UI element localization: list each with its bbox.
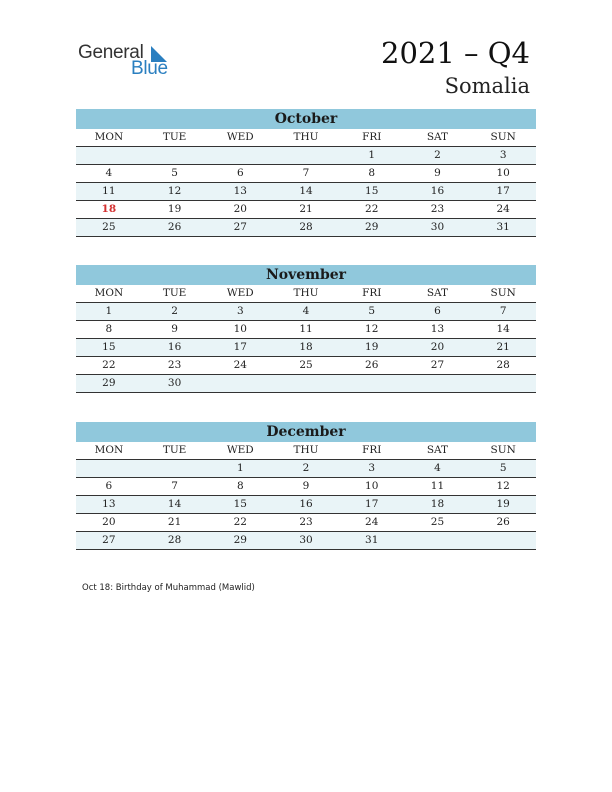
day-cell: 26 — [167, 221, 182, 233]
day-cell: 26 — [496, 516, 510, 528]
day-cell: 4 — [105, 167, 113, 179]
day-cell — [142, 460, 208, 477]
day-cell: 22 — [233, 516, 247, 528]
day-cell: 16 — [299, 498, 313, 510]
day-cell — [405, 532, 471, 549]
day-cell: 11 — [430, 480, 445, 492]
day-cell: 29 — [102, 377, 116, 389]
day-cell: 30 — [299, 534, 313, 546]
day-cell: 9 — [302, 480, 310, 492]
day-cell: 15 — [365, 185, 379, 197]
day-cell: 8 — [368, 167, 376, 179]
day-cell: 24 — [496, 203, 510, 215]
day-cell: 19 — [496, 498, 510, 510]
day-cell: 18 — [430, 498, 445, 510]
day-cell: 13 — [102, 498, 116, 510]
week-row — [76, 147, 536, 165]
day-cell: 28 — [167, 534, 182, 546]
day-cell — [207, 147, 273, 164]
weekday-label: SAT — [426, 444, 449, 456]
day-cell: 6 — [434, 305, 441, 317]
day-cell — [339, 375, 405, 392]
weekday-label: THU — [293, 287, 319, 299]
day-cell: 14 — [496, 323, 510, 335]
day-cell: 7 — [171, 480, 178, 492]
day-cell: 1 — [105, 305, 113, 317]
day-cell: 20 — [430, 341, 445, 353]
month-october — [76, 109, 536, 237]
day-cell: 3 — [236, 305, 244, 317]
week-row — [76, 303, 536, 321]
month-november — [76, 265, 536, 393]
country-name: Somalia — [444, 74, 530, 98]
day-cell: 27 — [430, 359, 445, 371]
day-cell — [405, 375, 471, 392]
weekday-label: THU — [293, 131, 319, 143]
day-cell: 30 — [430, 221, 445, 233]
weekday-label: MON — [94, 131, 124, 143]
day-cell: 9 — [171, 323, 178, 335]
day-cell — [273, 375, 339, 392]
day-cell: 1 — [368, 149, 376, 161]
day-cell: 12 — [167, 185, 182, 197]
day-cell: 5 — [368, 305, 376, 317]
day-cell: 21 — [167, 516, 182, 528]
logo-text-blue: Blue — [131, 58, 168, 79]
day-cell — [207, 375, 273, 392]
day-cell: 12 — [496, 480, 510, 492]
day-cell: 3 — [499, 149, 507, 161]
weekday-header-row — [76, 129, 536, 147]
day-cell: 25 — [102, 221, 116, 233]
day-cell: 4 — [434, 462, 441, 474]
day-cell: 27 — [233, 221, 247, 233]
generalblue-logo — [78, 42, 178, 82]
day-cell: 20 — [102, 516, 116, 528]
weekday-label: WED — [226, 287, 254, 299]
day-cell — [76, 147, 142, 164]
day-cell: 21 — [496, 341, 510, 353]
day-cell: 15 — [233, 498, 247, 510]
day-cell: 11 — [299, 323, 313, 335]
day-cell: 26 — [365, 359, 379, 371]
day-cell: 8 — [105, 323, 113, 335]
week-row — [76, 496, 536, 514]
week-row — [76, 532, 536, 550]
day-cell: 13 — [430, 323, 445, 335]
week-row — [76, 375, 536, 393]
day-cell: 30 — [167, 377, 182, 389]
day-cell: 29 — [233, 534, 247, 546]
holiday-day-cell: 18 — [101, 203, 117, 215]
weekday-label: WED — [226, 444, 254, 456]
day-cell: 23 — [299, 516, 313, 528]
weekday-label: TUE — [162, 131, 187, 143]
day-cell: 23 — [167, 359, 182, 371]
month-header: October — [76, 109, 536, 129]
week-row — [76, 165, 536, 183]
day-cell: 5 — [499, 462, 507, 474]
month-header: December — [76, 422, 536, 442]
day-cell: 22 — [102, 359, 116, 371]
day-cell: 6 — [236, 167, 244, 179]
day-cell: 11 — [102, 185, 116, 197]
weekday-label: SUN — [490, 287, 516, 299]
day-cell: 6 — [105, 480, 113, 492]
day-cell: 2 — [434, 149, 441, 161]
day-cell: 27 — [102, 534, 116, 546]
day-cell: 24 — [365, 516, 379, 528]
day-cell: 31 — [496, 221, 510, 233]
day-cell: 2 — [171, 305, 178, 317]
day-cell: 15 — [102, 341, 116, 353]
weekday-label: SAT — [426, 131, 449, 143]
month-december — [76, 422, 536, 550]
day-cell: 20 — [233, 203, 247, 215]
day-cell: 17 — [233, 341, 247, 353]
day-cell: 10 — [365, 480, 379, 492]
day-cell: 19 — [365, 341, 379, 353]
weekday-label: TUE — [162, 287, 187, 299]
week-row — [76, 514, 536, 532]
day-cell: 14 — [299, 185, 313, 197]
day-cell: 31 — [365, 534, 379, 546]
day-cell: 13 — [233, 185, 247, 197]
day-cell: 7 — [302, 167, 310, 179]
weekday-label: MON — [94, 444, 124, 456]
day-cell: 29 — [365, 221, 379, 233]
day-cell: 12 — [365, 323, 379, 335]
weekday-label: FRI — [362, 287, 382, 299]
week-row — [76, 339, 536, 357]
day-cell — [470, 532, 536, 549]
month-header: November — [76, 265, 536, 285]
week-row — [76, 321, 536, 339]
day-cell: 25 — [299, 359, 313, 371]
weekday-label: SAT — [426, 287, 449, 299]
day-cell — [273, 147, 339, 164]
day-cell: 4 — [302, 305, 310, 317]
day-cell — [76, 460, 142, 477]
weekday-header-row — [76, 285, 536, 303]
day-cell — [142, 147, 208, 164]
weekday-label: MON — [94, 287, 124, 299]
week-row — [76, 219, 536, 237]
day-cell: 8 — [236, 480, 244, 492]
day-cell: 3 — [368, 462, 376, 474]
day-cell: 19 — [167, 203, 182, 215]
day-cell: 16 — [167, 341, 182, 353]
logo-text-general: General — [78, 42, 144, 63]
day-cell: 16 — [430, 185, 445, 197]
day-cell: 18 — [299, 341, 313, 353]
weekday-label: TUE — [162, 444, 187, 456]
day-cell: 14 — [167, 498, 182, 510]
weekday-label: SUN — [490, 131, 516, 143]
weekday-label: FRI — [362, 131, 382, 143]
day-cell: 10 — [496, 167, 510, 179]
day-cell: 23 — [430, 203, 445, 215]
weekday-label: THU — [293, 444, 319, 456]
day-cell: 2 — [302, 462, 310, 474]
day-cell: 28 — [299, 221, 313, 233]
day-cell: 25 — [430, 516, 445, 528]
day-cell: 17 — [496, 185, 510, 197]
day-cell: 5 — [171, 167, 178, 179]
week-row — [76, 478, 536, 496]
day-cell: 28 — [496, 359, 510, 371]
day-cell: 24 — [233, 359, 247, 371]
weekday-header-row — [76, 442, 536, 460]
week-row — [76, 201, 536, 219]
day-cell: 1 — [236, 462, 244, 474]
weekday-label: WED — [226, 131, 254, 143]
page-title: 2021 – Q4 — [381, 36, 530, 70]
day-cell: 9 — [434, 167, 441, 179]
day-cell: 7 — [499, 305, 507, 317]
week-row — [76, 357, 536, 375]
holiday-note: Oct 18: Birthday of Muhammad (Mawlid) — [82, 583, 255, 593]
day-cell: 17 — [365, 498, 379, 510]
day-cell: 21 — [299, 203, 313, 215]
day-cell: 10 — [233, 323, 247, 335]
week-row — [76, 183, 536, 201]
weekday-label: FRI — [362, 444, 382, 456]
week-row — [76, 460, 536, 478]
day-cell — [470, 375, 536, 392]
weekday-label: SUN — [490, 444, 516, 456]
day-cell: 22 — [365, 203, 379, 215]
